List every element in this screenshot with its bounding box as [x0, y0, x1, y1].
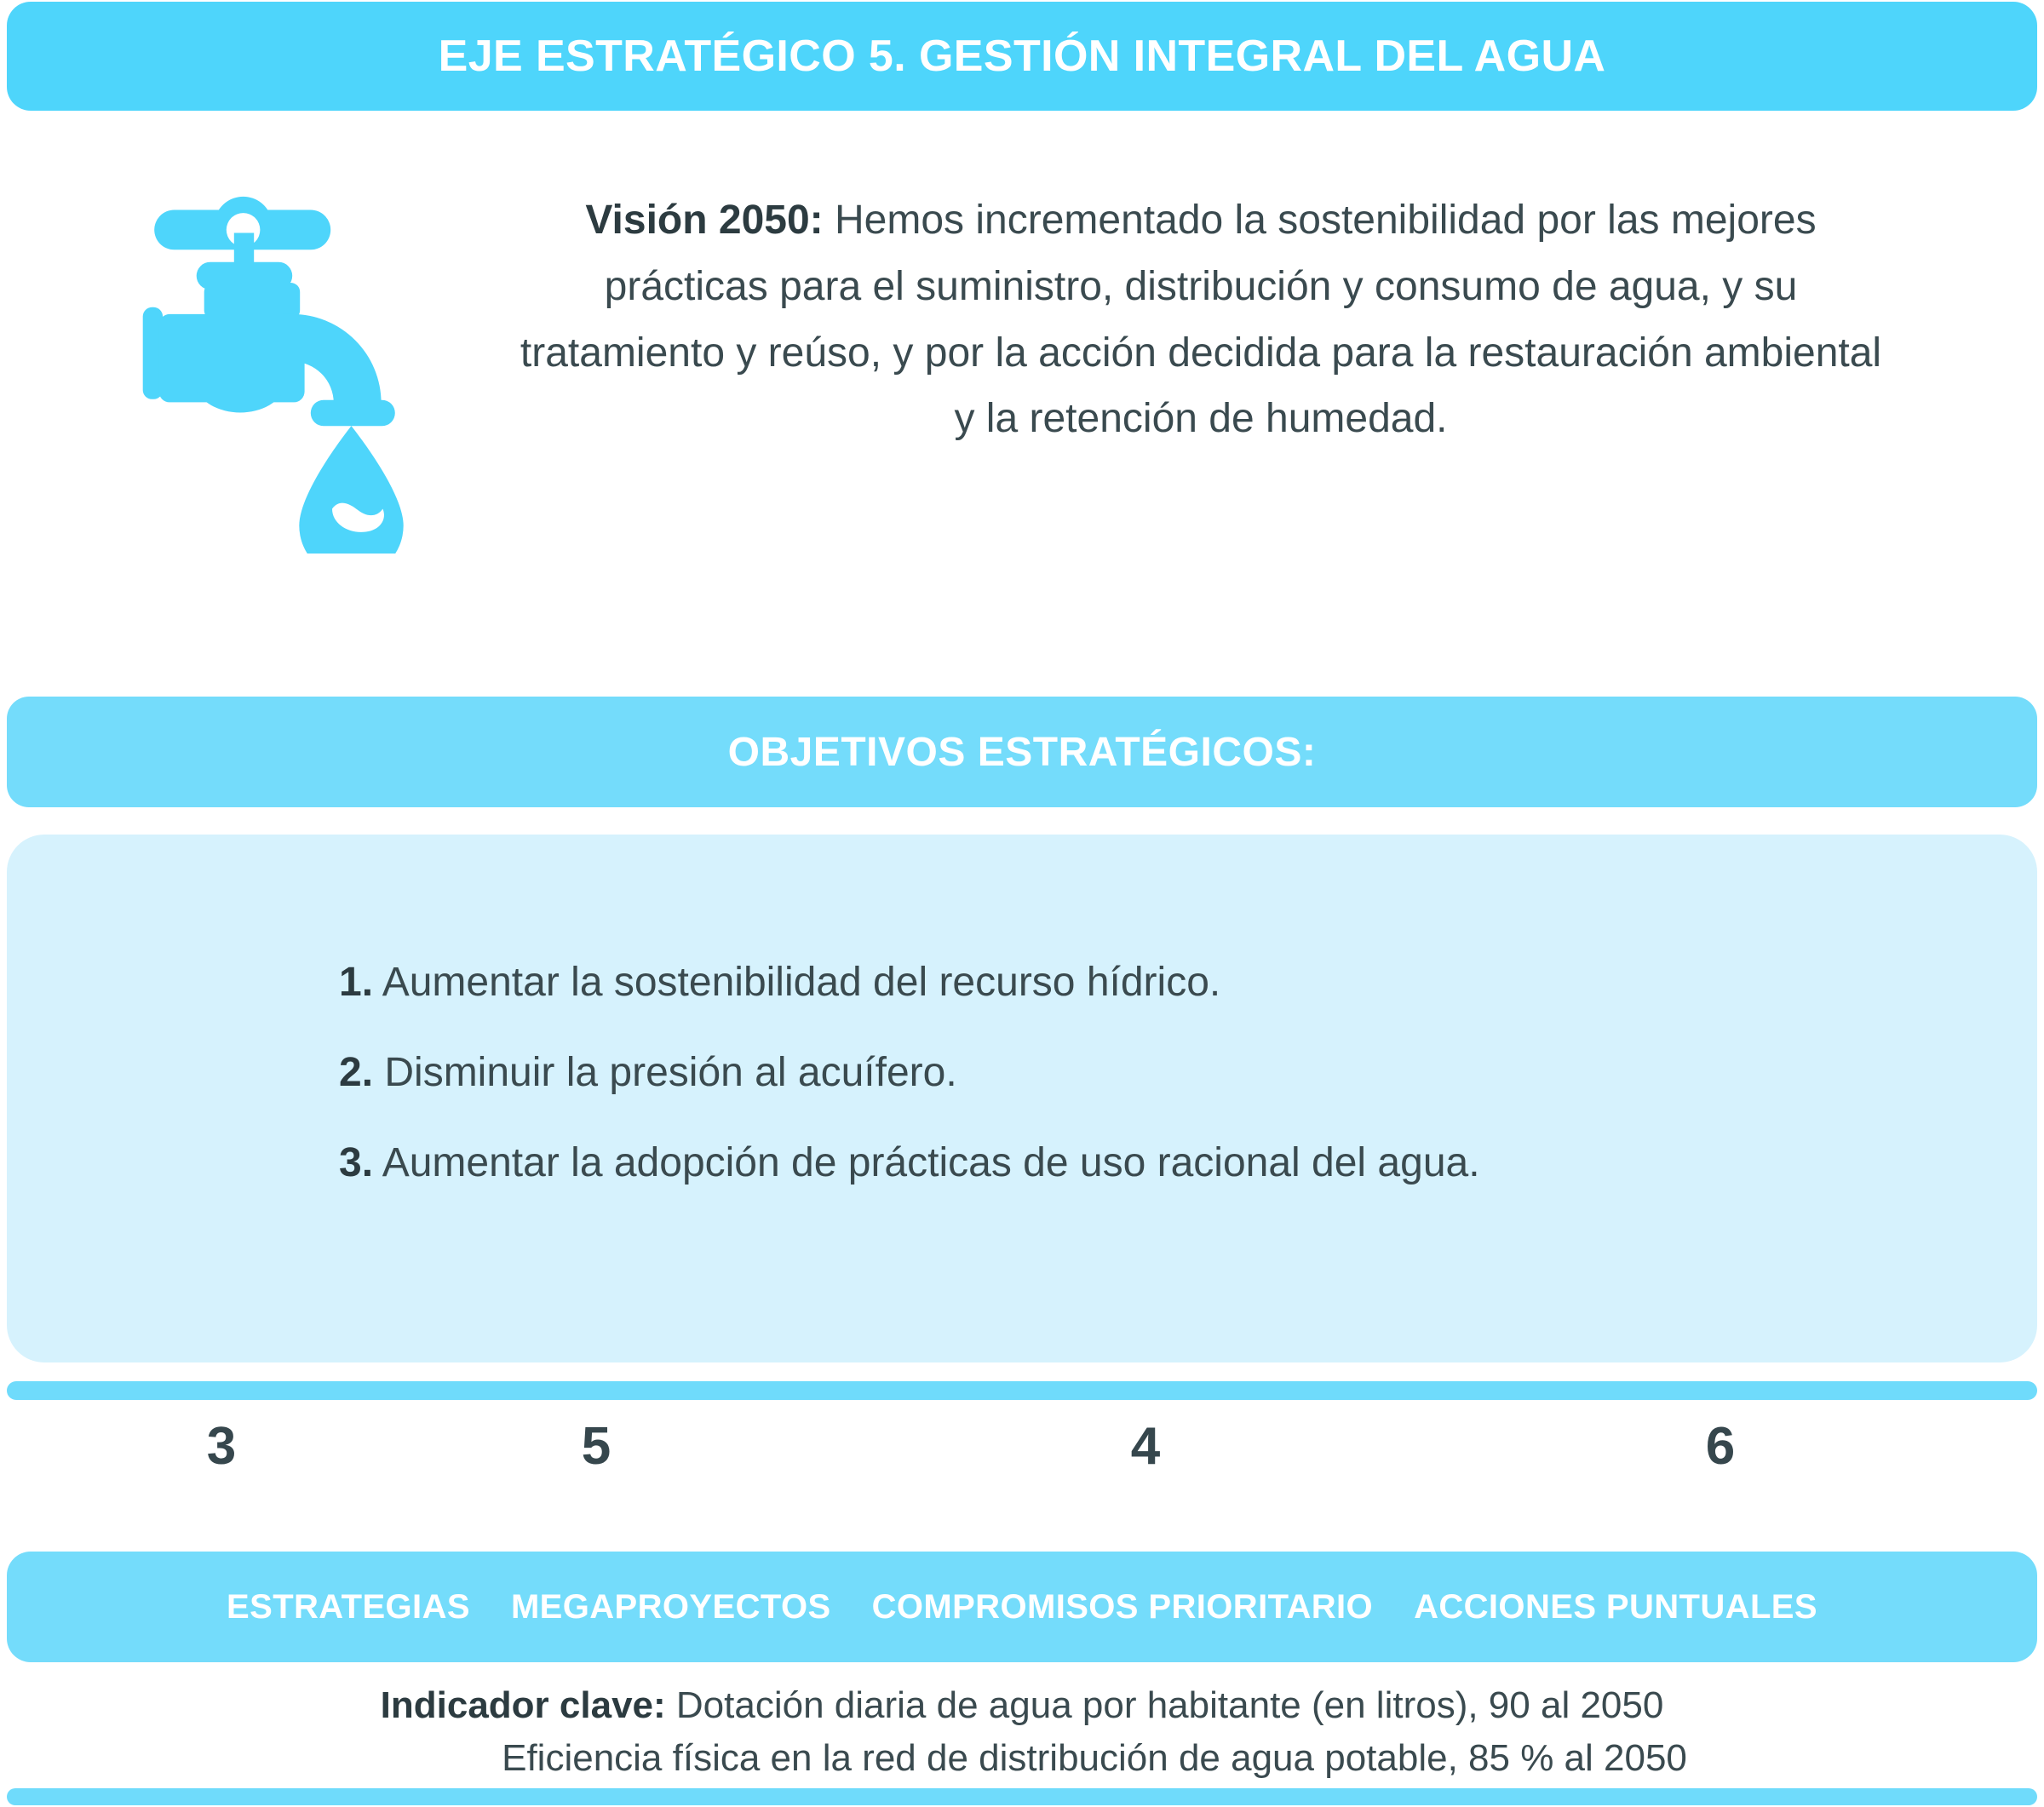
category-compromisos: COMPROMISOS PRIORITARIO	[871, 1587, 1374, 1626]
objetivos-panel	[7, 835, 2037, 1362]
count-compromisos: 4	[1130, 1417, 1161, 1476]
categories-list	[7, 1552, 2037, 1662]
objetivo-number: 2.	[339, 1050, 374, 1095]
faucet-water-drop-icon	[141, 196, 447, 554]
vision-body: Hemos incrementado la sostenibilidad por las mejores prácticas para el suministro, distribución y consumo de agua, y su tratamiento y reúso, y por la acción decidida para la restauración ambiental y la retención de humedad.	[520, 198, 1882, 442]
list-item	[339, 1050, 1957, 1095]
category-estrategias: ESTRATEGIAS	[227, 1587, 470, 1626]
count-megaproyectos: 5	[581, 1417, 611, 1476]
categories-banner	[7, 1552, 2037, 1662]
objetivos-banner-title: OBJETIVOS ESTRATÉGICOS:	[727, 729, 1317, 775]
objetivos-banner	[7, 697, 2037, 807]
objetivo-number: 3.	[339, 1140, 374, 1185]
section-divider	[7, 1381, 2037, 1400]
category-megaproyectos: MEGAPROYECTOS	[510, 1587, 831, 1626]
vision-section	[0, 170, 2044, 647]
objetivo-text: Aumentar la adopción de prácticas de uso racional del agua.	[373, 1140, 1480, 1185]
bottom-divider	[7, 1788, 2037, 1805]
objetivos-list	[339, 962, 1957, 1233]
vision-label: Visión 2050:	[585, 198, 824, 243]
page-title: EJE ESTRATÉGICO 5. GESTIÓN INTEGRAL DEL AGUA	[438, 32, 1606, 81]
indicator-line-2: Eficiencia física en la red de distribución de agua potable, 85 % al 2050	[502, 1737, 1687, 1780]
header-banner	[7, 2, 2037, 111]
list-item	[339, 962, 1957, 1003]
objetivo-text: Disminuir la presión al acuífero.	[373, 1050, 957, 1095]
objetivo-text: Aumentar la sostenibilidad del recurso hídrico.	[373, 960, 1221, 1005]
vision-paragraph	[511, 187, 1891, 452]
count-estrategias: 3	[206, 1417, 237, 1476]
category-acciones: ACCIONES PUNTUALES	[1414, 1587, 1817, 1626]
indicator-section	[0, 1679, 2044, 1786]
count-acciones: 6	[1705, 1417, 1736, 1476]
objetivo-number: 1.	[339, 960, 374, 1005]
list-item	[339, 1140, 1957, 1185]
indicator-line-1	[0, 1679, 2044, 1732]
indicator-label: Indicador clave:	[380, 1684, 666, 1726]
counts-row	[0, 1417, 2044, 1514]
indicator-text-1: Dotación diaria de agua por habitante (en litros), 90 al 2050	[665, 1684, 1664, 1726]
